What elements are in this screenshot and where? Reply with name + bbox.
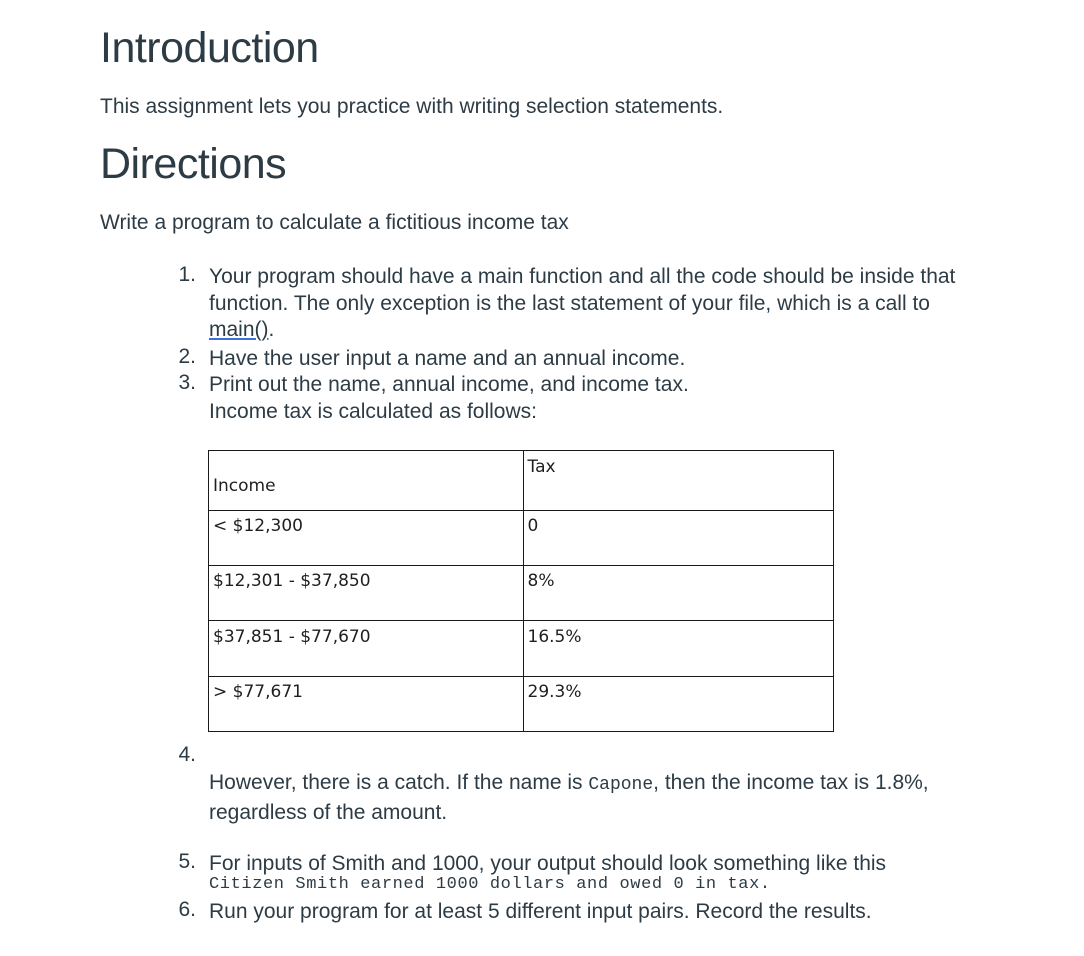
list-number-5: 5. [178, 850, 196, 873]
list-item-4-text-after: , then the income tax is 1.8%, [653, 771, 929, 794]
list-item-3 [209, 371, 1009, 425]
list-item-1-line2: function. The only exception is the last statement of your file, which is a call to [209, 292, 930, 315]
list-item-1-line1: Your program should have a main function and all the code should be inside that [209, 265, 956, 288]
table-row [209, 566, 834, 621]
table-cell-tax: 8% [523, 566, 834, 621]
table-cell-tax: 29.3% [523, 677, 834, 732]
table-header-tax: Tax [523, 451, 834, 511]
introduction-text: This assignment lets you practice with writing selection statements. [100, 95, 724, 118]
main-link[interactable]: main() [209, 318, 269, 341]
list-item-3-text: Print out the name, annual income, and income tax. [209, 373, 689, 396]
list-number-2: 2. [178, 345, 196, 368]
list-item-1-line3 [209, 317, 1009, 343]
list-item-2: Have the user input a name and an annual income. [209, 347, 686, 370]
capone-code: Capone [588, 775, 654, 795]
list-number-1: 1. [178, 263, 196, 286]
sample-output-code: Citizen Smith earned 1000 dollars and owed 0 in tax. [209, 875, 771, 894]
table-cell-income: $37,851 - $77,670 [209, 621, 524, 677]
table-cell-tax: 16.5% [523, 621, 834, 677]
table-cell-income: < $12,300 [209, 511, 524, 566]
list-number-3: 3. [178, 371, 196, 394]
list-item-4 [209, 769, 1009, 826]
table-cell-income: > $77,671 [209, 677, 524, 732]
list-item-6: Run your program for at least 5 different input pairs. Record the results. [209, 900, 872, 923]
table-row [209, 621, 834, 677]
list-number-6: 6. [178, 898, 196, 921]
list-item-4-line1 [209, 769, 1009, 799]
directions-heading: Directions [100, 140, 287, 188]
list-item-4-text-before: However, there is a catch. If the name is [209, 771, 589, 794]
table-cell-tax: 0 [523, 511, 834, 566]
list-item-1-period: . [268, 318, 275, 341]
list-item-4-line2: regardless of the amount. [209, 801, 448, 824]
tax-table [208, 450, 834, 732]
table-row [209, 677, 834, 732]
list-number-4: 4. [178, 743, 196, 766]
list-item-5: For inputs of Smith and 1000, your output should look something like this [209, 852, 887, 875]
introduction-heading: Introduction [100, 24, 319, 72]
table-cell-income: $12,301 - $37,850 [209, 566, 524, 621]
table-header-income: Income [209, 451, 524, 511]
directions-text: Write a program to calculate a fictitious income tax [100, 211, 569, 234]
table-header-row [209, 451, 834, 511]
list-item-1 [209, 263, 1009, 343]
table-row [209, 511, 834, 566]
list-item-3-subtext: Income tax is calculated as follows: [209, 400, 537, 423]
